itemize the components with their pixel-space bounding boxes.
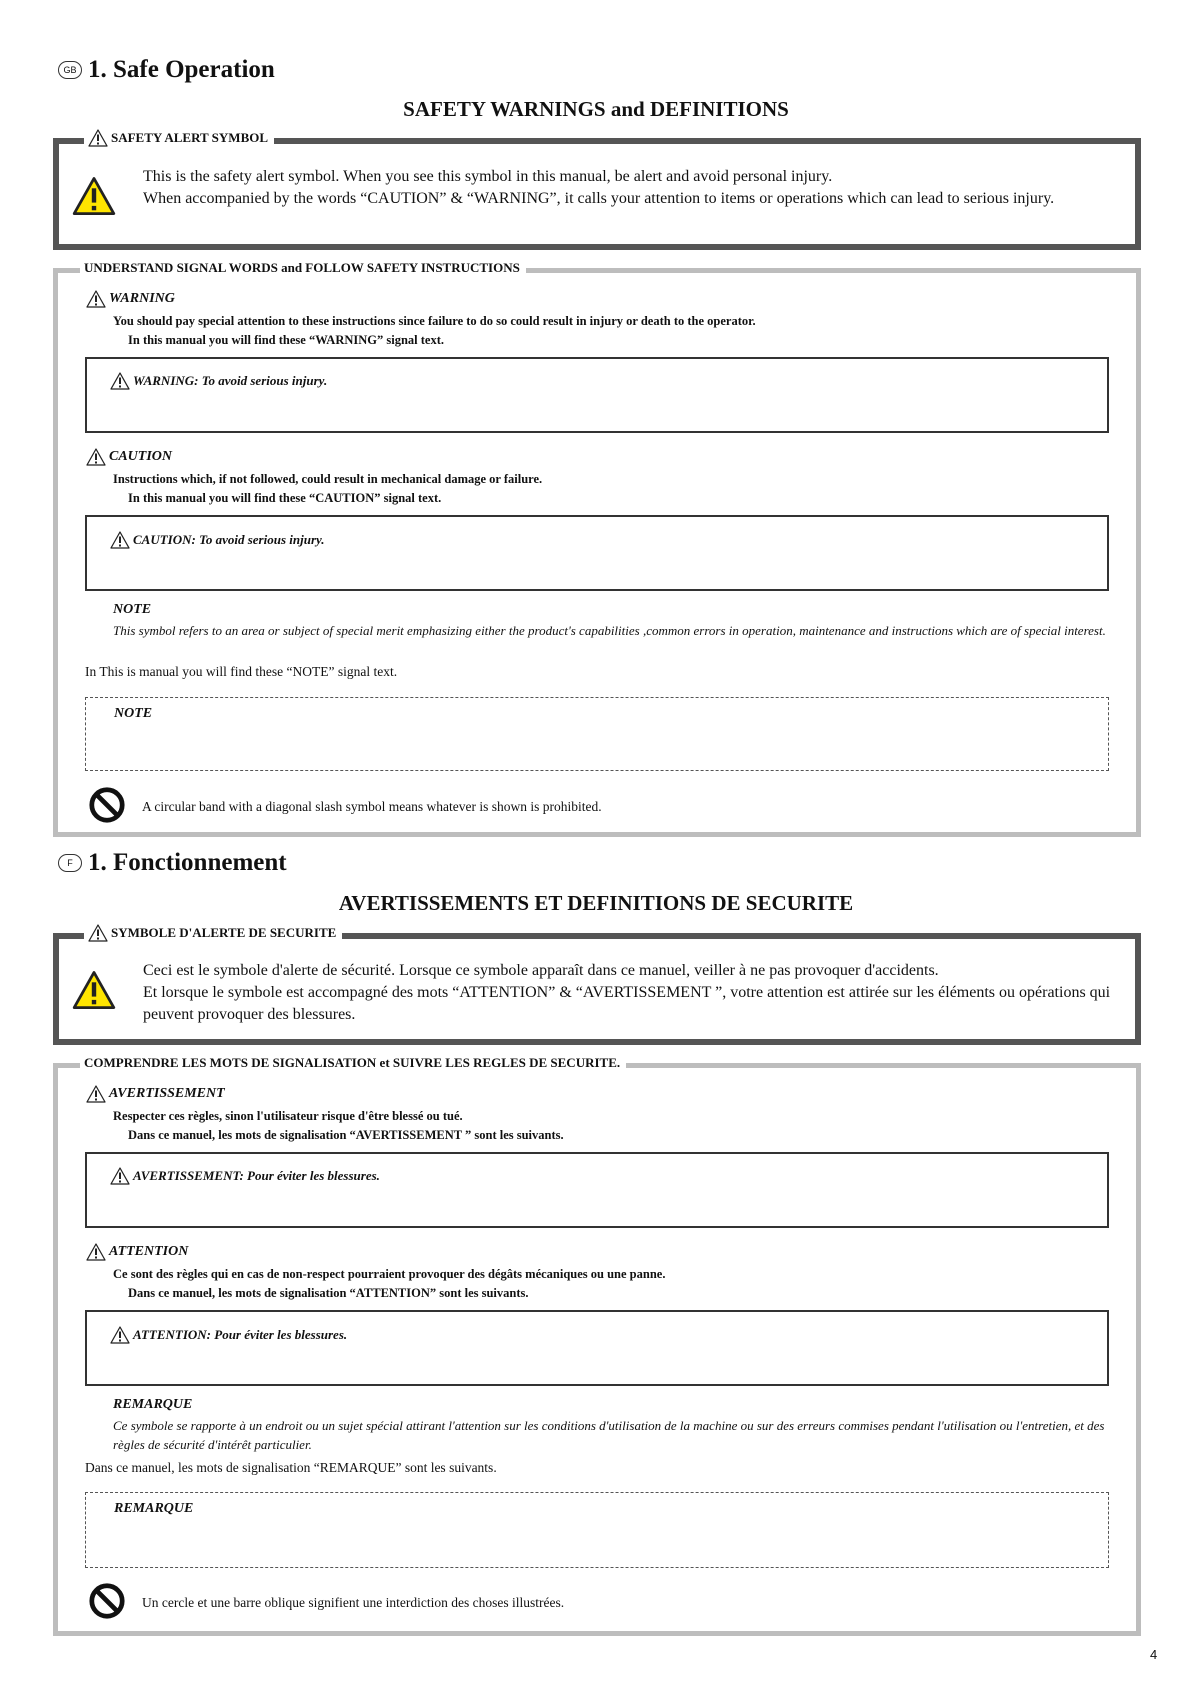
warning-description: You should pay special attention to these instructions since failure to do so could result in injury or death to the operator. — [113, 314, 756, 328]
caution-find-text: Dans ce manuel, les mots de signalisation “ATTENTION” sont les suivants. — [128, 1286, 529, 1300]
prohibited-text: Un cercle et une barre oblique signifient une interdiction des choses illustrées. — [142, 1595, 565, 1610]
caution-example-box — [85, 1310, 1109, 1386]
warning-example-box — [85, 1152, 1109, 1228]
note-example-text: NOTE — [114, 706, 153, 721]
prohibited-icon — [88, 786, 126, 824]
safety-alert-text — [143, 166, 1128, 210]
note-example-box — [85, 697, 1109, 771]
warning-heading — [86, 290, 175, 308]
note-heading: NOTE — [113, 602, 152, 617]
warning-triangle-icon — [86, 290, 106, 308]
section-subtitle: SAFETY WARNINGS and DEFINITIONS — [403, 97, 789, 121]
signal-words-label: COMPRENDRE LES MOTS DE SIGNALISATION et SUIVRE LES REGLES DE SECURITE. — [84, 1055, 621, 1070]
warning-example-text: WARNING: To avoid serious injury. — [133, 373, 328, 388]
safety-alert-line: When accompanied by the words “CAUTION” & “WARNING”, it calls your attention to items or operations which can lead to serious injury. — [143, 190, 1055, 207]
signal-words-label: UNDERSTAND SIGNAL WORDS and FOLLOW SAFETY INSTRUCTIONS — [84, 260, 520, 275]
page-title: 1. Fonctionnement — [88, 849, 287, 876]
caution-find-text: In this manual you will find these “CAUTION” signal text. — [128, 491, 442, 505]
warning-triangle-icon — [110, 1326, 130, 1344]
caution-example-text: CAUTION: To avoid serious injury. — [133, 532, 325, 547]
safety-alert-header — [84, 924, 342, 942]
caution-example-text: ATTENTION: Pour éviter les blessures. — [133, 1327, 348, 1342]
caution-heading — [86, 1243, 188, 1261]
caution-word: CAUTION — [109, 449, 173, 464]
note-heading: REMARQUE — [113, 1397, 193, 1412]
warning-triangle-icon — [86, 1085, 106, 1103]
warning-triangle-icon — [88, 129, 108, 147]
warning-triangle-icon — [72, 970, 116, 1010]
caution-example — [110, 531, 325, 549]
language-badge-fr: F — [58, 854, 82, 872]
warning-find-text: Dans ce manuel, les mots de signalisation “AVERTISSEMENT ” sont les suivants. — [128, 1128, 564, 1142]
signal-words-header — [80, 1055, 626, 1071]
safety-alert-line: Et lorsque le symbole est accompagné des mots “ATTENTION” & “AVERTISSEMENT ”, votre attention est attirée sur les éléments ou opérations qui peuvent provoquer des blessures. — [143, 984, 1111, 1023]
safety-alert-line: Ceci est le symbole d'alerte de sécurité. Lorsque ce symbole apparaît dans ce manuel, veiller à ne pas provoquer d'accidents. — [143, 962, 939, 979]
page-number: 4 — [1150, 1647, 1158, 1662]
signal-words-header — [80, 260, 526, 276]
warning-triangle-icon — [110, 1167, 130, 1185]
safety-alert-line: This is the safety alert symbol. When you see this symbol in this manual, be alert and avoid personal injury. — [143, 168, 833, 185]
prohibited-icon — [88, 1582, 126, 1620]
warning-word: AVERTISSEMENT — [109, 1086, 225, 1101]
warning-triangle-icon — [110, 372, 130, 390]
safety-alert-text — [143, 960, 1128, 1026]
warning-triangle-icon — [88, 924, 108, 942]
section-title-gb — [58, 56, 275, 84]
note-description: Ce symbole se rapporte à un endroit ou un sujet spécial attirant l'attention sur les conditions d'utilisation de la machine ou sur des erreurs commises pendant l'utilisation ou l'entretien, et des règles de sécurité d'intérêt particulier. — [113, 1418, 1105, 1452]
warning-heading — [86, 1085, 225, 1103]
caution-example — [110, 1326, 347, 1344]
warning-word: WARNING — [109, 291, 175, 306]
section-title-fr — [58, 849, 287, 877]
warning-triangle-icon — [110, 531, 130, 549]
caution-description: Ce sont des règles qui en cas de non-respect pourraient provoquer des dégâts mécaniques ou une panne. — [113, 1267, 666, 1281]
warning-triangle-icon — [86, 1243, 106, 1261]
note-description: This symbol refers to an area or subject of special merit emphasizing either the product's capabilities ,common errors in operation, maintenance and instructions which are of special interest. — [113, 623, 1106, 638]
warning-description: Respecter ces règles, sinon l'utilisateur risque d'être blessé ou tué. — [113, 1109, 463, 1123]
caution-example-box — [85, 515, 1109, 591]
note-find-text: In This is manual you will find these “NOTE” signal text. — [85, 664, 398, 679]
note-find-text: Dans ce manuel, les mots de signalisation “REMARQUE” sont les suivants. — [85, 1460, 497, 1475]
note-example-text: REMARQUE — [114, 1501, 194, 1516]
safety-alert-label: SAFETY ALERT SYMBOL — [111, 130, 269, 145]
note-example-box — [85, 1492, 1109, 1568]
warning-example — [110, 1167, 380, 1185]
section-subtitle: AVERTISSEMENTS ET DEFINITIONS DE SECURITE — [338, 891, 854, 915]
caution-heading — [86, 448, 172, 466]
warning-example-box — [85, 357, 1109, 433]
warning-triangle-icon — [72, 176, 116, 216]
caution-description: Instructions which, if not followed, could result in mechanical damage or failure. — [113, 472, 543, 486]
safety-alert-header — [84, 129, 274, 147]
caution-word: ATTENTION — [109, 1244, 189, 1259]
warning-triangle-icon — [86, 448, 106, 466]
warning-example-text: AVERTISSEMENT: Pour éviter les blessures. — [133, 1168, 380, 1183]
warning-example — [110, 372, 327, 390]
prohibited-text: A circular band with a diagonal slash symbol means whatever is shown is prohibited. — [142, 799, 602, 814]
page-title: 1. Safe Operation — [88, 56, 275, 83]
language-badge-gb: GB — [58, 61, 82, 79]
warning-find-text: In this manual you will find these “WARNING” signal text. — [128, 333, 445, 347]
safety-alert-label: SYMBOLE D'ALERTE DE SECURITE — [111, 925, 337, 940]
